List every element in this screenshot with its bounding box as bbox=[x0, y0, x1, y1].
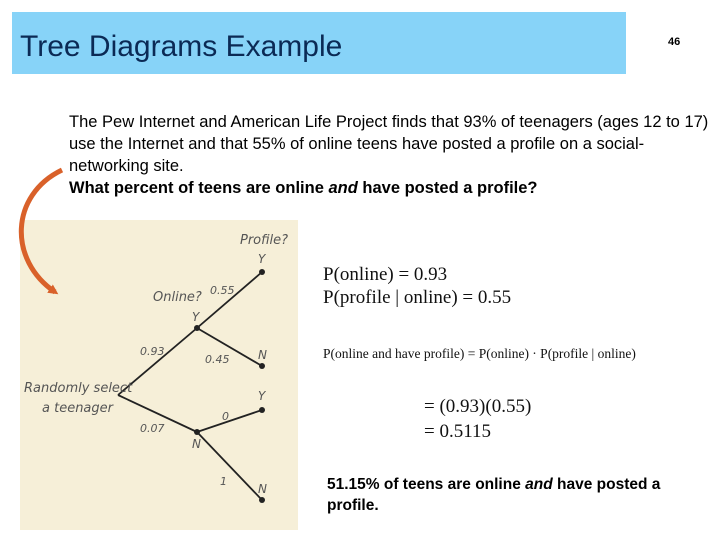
conclusion-prefix: 51.15% of teens are online bbox=[327, 476, 526, 493]
prob-yes-no: 0.45 bbox=[205, 353, 230, 366]
node-online-no bbox=[194, 429, 200, 435]
branch-yes-yes bbox=[197, 272, 262, 328]
profile-header: Profile? bbox=[240, 233, 289, 248]
curved-arrow bbox=[21, 170, 62, 292]
math-line-3: P(online and have profile) = P(online) · P(profile | online) bbox=[323, 346, 636, 361]
tree-nodes bbox=[194, 269, 265, 503]
conclusion bbox=[327, 474, 667, 516]
intro-text: The Pew Internet and American Life Project finds that 93% of teenagers (ages 12 to 17) use the Internet and that 55% of online teens have posted a profile on a social-networking site. bbox=[69, 113, 709, 175]
math-line-1: P(online) = 0.93 bbox=[323, 264, 448, 285]
question-emph: and bbox=[328, 179, 358, 197]
conclusion-suffix: have posted a profile. bbox=[327, 476, 661, 514]
online-yes-letter: Y bbox=[192, 310, 200, 324]
slide-number: 46 bbox=[668, 36, 681, 48]
node-online-yes bbox=[194, 325, 200, 331]
root-label-2: a teenager bbox=[42, 401, 113, 416]
node-leaf-3 bbox=[259, 407, 265, 413]
page-title: Tree Diagrams Example bbox=[20, 30, 343, 63]
prob-no-yes: 0 bbox=[222, 410, 229, 423]
node-leaf-1 bbox=[259, 269, 265, 275]
node-leaf-2 bbox=[259, 363, 265, 369]
leaf-yes-yes-letter: Y bbox=[258, 252, 266, 266]
tree-branches bbox=[118, 272, 262, 500]
math-line-2: P(profile | online) = 0.55 bbox=[323, 287, 512, 308]
prob-no-no: 1 bbox=[220, 475, 227, 488]
root-label-1: Randomly select bbox=[24, 381, 133, 396]
conclusion-emph: and bbox=[525, 476, 553, 493]
node-leaf-4 bbox=[259, 497, 265, 503]
leaf-no-no-letter: N bbox=[258, 482, 267, 496]
online-no-letter: N bbox=[192, 437, 201, 451]
prob-online: 0.93 bbox=[140, 345, 165, 358]
prob-not-online: 0.07 bbox=[140, 422, 165, 435]
branch-no-no bbox=[197, 432, 262, 500]
online-header: Online? bbox=[153, 290, 202, 305]
branch-no-yes bbox=[197, 410, 262, 432]
leaf-yes-no-letter: N bbox=[258, 348, 267, 362]
prob-yes-yes: 0.55 bbox=[210, 284, 235, 297]
leaf-no-yes-letter: Y bbox=[258, 389, 266, 403]
math-line-5: = 0.5115 bbox=[424, 421, 492, 442]
question-prefix: What percent of teens are online bbox=[69, 179, 329, 197]
math-line-4: = (0.93)(0.55) bbox=[424, 396, 532, 417]
question-suffix: have posted a profile? bbox=[357, 179, 538, 197]
